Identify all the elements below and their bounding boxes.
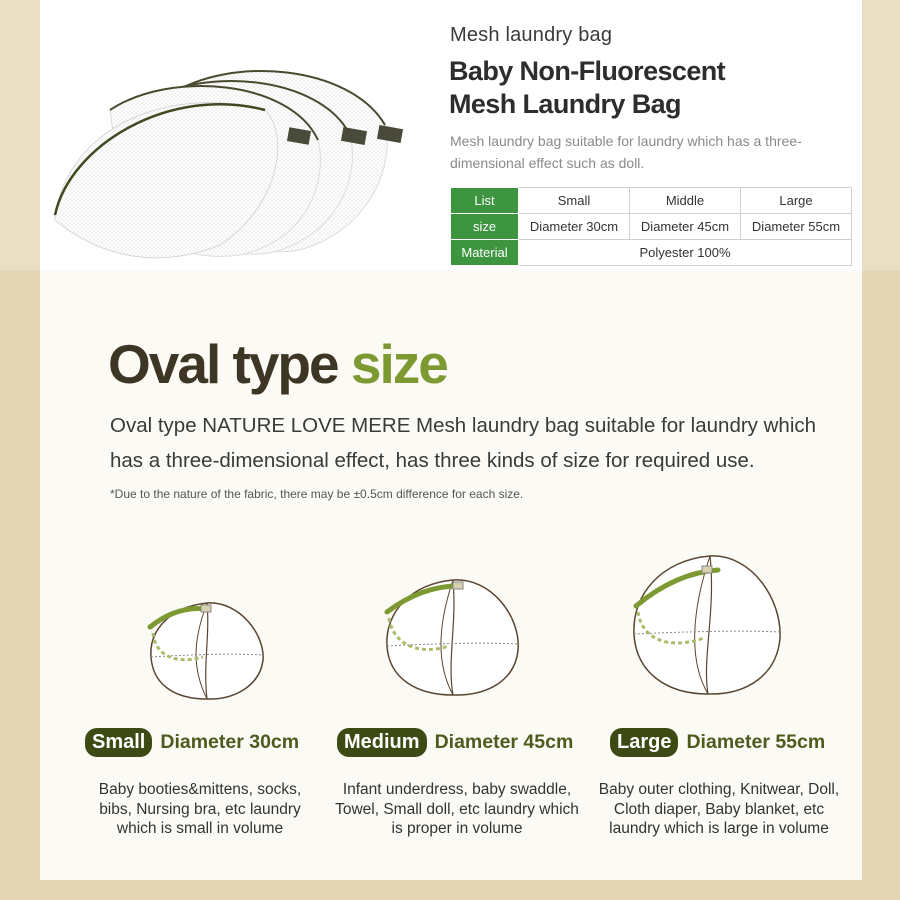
size-description-medium: Infant underdress, baby swaddle, Towel, Small doll, etc laundry which is proper in volume — [335, 781, 579, 837]
spec-key-list: List — [451, 188, 519, 214]
size-description-small: Baby booties&mittens, socks, bibs, Nursing bra, etc laundry which is small in volume — [98, 781, 302, 837]
section-title — [108, 332, 447, 396]
spec-cell: Middle — [630, 188, 741, 214]
large-bag-illustration — [630, 550, 785, 700]
medium-bag-illustration — [383, 572, 523, 702]
spec-table — [450, 187, 852, 266]
product-title-line2: Mesh Laundry Bag — [449, 89, 681, 119]
size-note: *Due to the nature of the fabric, there may be ±0.5cm difference for each size. — [110, 487, 524, 501]
spec-key-size: size — [451, 214, 519, 240]
spec-cell: Diameter 55cm — [741, 214, 852, 240]
product-subtitle: Mesh laundry bag — [450, 24, 613, 46]
spec-cell-material: Polyester 100% — [519, 240, 852, 266]
product-title — [449, 55, 849, 121]
spec-row-material — [451, 240, 852, 266]
product-title-line1: Baby Non-Fluorescent — [449, 56, 726, 86]
size-badge: Large — [610, 728, 678, 757]
product-description: Mesh laundry bag suitable for laundry which has a three-dimensional effect such as doll. — [450, 133, 802, 171]
size-description-large: Baby outer clothing, Knitwear, Doll, Cloth diaper, Baby blanket, etc laundry which is large in volume — [598, 781, 840, 837]
size-diameter: Diameter 30cm — [160, 730, 300, 753]
size-label-small — [85, 725, 299, 759]
section-title-main: Oval type — [108, 333, 351, 395]
spec-cell: Diameter 30cm — [519, 214, 630, 240]
size-label-medium — [337, 725, 573, 759]
size-label-large — [610, 725, 825, 759]
size-badge: Medium — [337, 728, 427, 757]
spec-row-list — [451, 188, 852, 214]
spec-key-material: Material — [451, 240, 519, 266]
small-bag-illustration — [145, 595, 270, 705]
size-diameter: Diameter 45cm — [434, 730, 574, 753]
spec-cell: Diameter 45cm — [630, 214, 741, 240]
spec-row-size — [451, 214, 852, 240]
size-badge: Small — [85, 728, 152, 757]
mesh-bags-image — [50, 55, 420, 270]
spec-cell: Small — [519, 188, 630, 214]
size-diameter: Diameter 55cm — [686, 730, 826, 753]
spec-cell: Large — [741, 188, 852, 214]
section-title-accent: size — [350, 333, 447, 395]
section-description: Oval type NATURE LOVE MERE Mesh laundry bag suitable for laundry which has a three-dimensional effect, has three kinds of size for required use. — [110, 414, 817, 472]
